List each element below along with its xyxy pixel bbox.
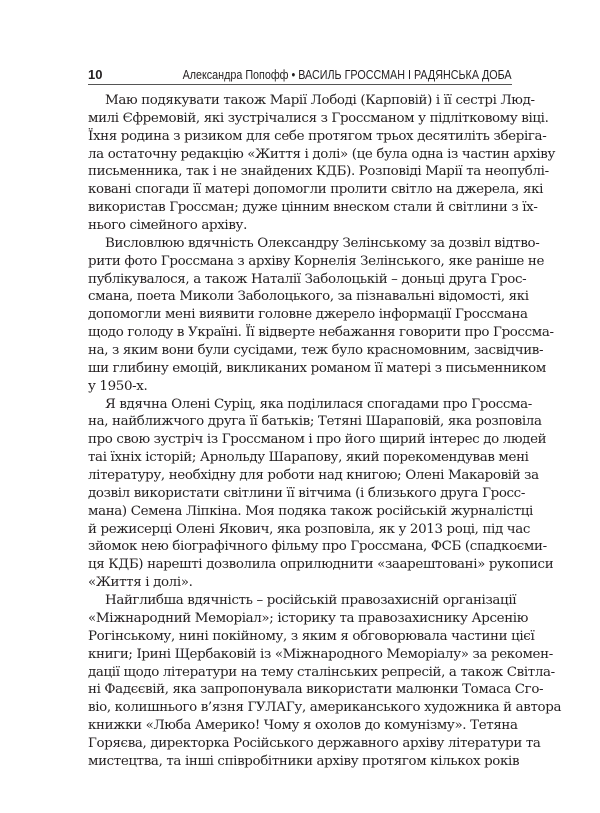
text-line: й режисерці Олені Якович, яка розповіла, як у 2013 році, під час bbox=[88, 521, 531, 537]
text-line: «Міжнародний Меморіал»; історику та правозахиснику Арсенію bbox=[88, 610, 529, 626]
text-line: книги; Ірині Щербаковій із «Міжнародного Меморіалу» за рекомен- bbox=[88, 646, 553, 662]
paragraph bbox=[88, 396, 554, 592]
running-header bbox=[88, 64, 512, 85]
text-line: Їхня родина з ризиком для себе протягом трьох десятиліть зберіга- bbox=[88, 128, 547, 144]
text-line: публікувалося, а також Наталії Заболоцькій – доньці друга Грос- bbox=[88, 271, 527, 287]
text-line: книжки «Люба Америко! Чому я охолов до комунізму». Тетяна bbox=[88, 718, 518, 734]
text-line: Найглибша вдячність – російській правозахисній організації bbox=[105, 593, 517, 609]
text-line: ні Фадєєвій, яка запропонувала використати малюнки Томаса Сго- bbox=[88, 682, 544, 698]
text-line: ши глибину емоцій, викликаних романом її матері з письменником bbox=[88, 360, 546, 376]
running-title: Александра Попофф • ВАСИЛЬ ГРОССМАН І РАДЯНСЬКА ДОБА bbox=[182, 68, 512, 82]
text-line: ця КДБ) нарешті дозволила оприлюднити «заарештовані» рукописи bbox=[88, 557, 554, 573]
page-number: 10 bbox=[88, 67, 103, 82]
text-line: Горяєва, директорка Російського державного архіву літератури та bbox=[88, 735, 541, 751]
text-line: віо, колишнього в’язня ГУЛАГу, американського художника й автора bbox=[88, 700, 562, 716]
paragraph bbox=[88, 235, 554, 396]
text-line: літературу, необхідну для роботи над книгою; Олені Макаровій за bbox=[88, 468, 539, 484]
text-line: на, з яким вони були сусідами, теж було красномовним, засвідчив- bbox=[88, 343, 544, 359]
paragraph bbox=[88, 592, 562, 771]
text-line: дозвіл використати світлини її вітчима (і близького друга Гросс- bbox=[88, 485, 526, 501]
body-text bbox=[88, 92, 562, 771]
text-line: мистецтва, та інші співробітники архіву протягом кількох років bbox=[88, 753, 520, 769]
text-line: у 1950-х. bbox=[88, 378, 148, 394]
text-line: рити фото Гроссмана з архіву Корнелія Зелінського, яке раніше не bbox=[88, 253, 545, 269]
text-line: дації щодо літератури на тему сталінських репресій, а також Світла- bbox=[88, 664, 555, 680]
text-line: ковані спогади її матері допомогли пролити світло на джерела, які bbox=[88, 182, 544, 198]
text-line: Висловлюю вдячність Олександру Зелінському за дозвіл відтво- bbox=[105, 235, 540, 251]
text-line: використав Гроссман; дуже цінним внеском стали й світлини з їх- bbox=[88, 200, 538, 216]
text-line: Я вдячна Олені Суріц, яка поділилася спогадами про Гроссма- bbox=[105, 396, 532, 412]
text-line: письменника, так і не знайдених КДБ). Розповіді Марії та неопублі- bbox=[88, 164, 549, 180]
text-line: щодо голоду в Україні. Її відверте небажання говорити про Гроссма- bbox=[88, 325, 554, 341]
text-line: ла остаточну редакцію «Життя і долі» (це була одна із частин архіву bbox=[88, 146, 555, 162]
text-line: зйомок нею біографічного фільму про Гроссмана, ФСБ (спадкоєми- bbox=[88, 539, 547, 555]
text-line: на, найближчого друга її батьків; Тетяні Шараповій, яка розповіла bbox=[88, 414, 542, 430]
text-line: «Життя і долі». bbox=[88, 575, 193, 591]
text-line: милі Єфремовій, які зустрічалися з Гроссманом у підлітковому віці. bbox=[88, 110, 549, 126]
text-line: таі їхніх історій; Арнольду Шарапову, який порекомендував мені bbox=[88, 450, 529, 466]
text-line: смана, поета Миколи Заболоцького, за пізнавальні відомості, які bbox=[88, 289, 529, 305]
text-line: Маю подякувати також Марії Лободі (Карповій) і її сестрі Люд- bbox=[105, 93, 535, 108]
paragraph bbox=[88, 92, 555, 235]
text-line: про свою зустріч із Гроссманом і про його щирий інтерес до людей bbox=[88, 432, 547, 448]
text-line: допомогли мені виявити головне джерело інформації Гроссмана bbox=[88, 307, 528, 323]
text-line: мана) Семена Ліпкіна. Моя подяка також російській журналістці bbox=[88, 503, 533, 519]
text-line: нього сімейного архіву. bbox=[88, 218, 247, 234]
text-line: Рогінському, нині покійному, з яким я обговорювала частини цієї bbox=[88, 628, 535, 644]
